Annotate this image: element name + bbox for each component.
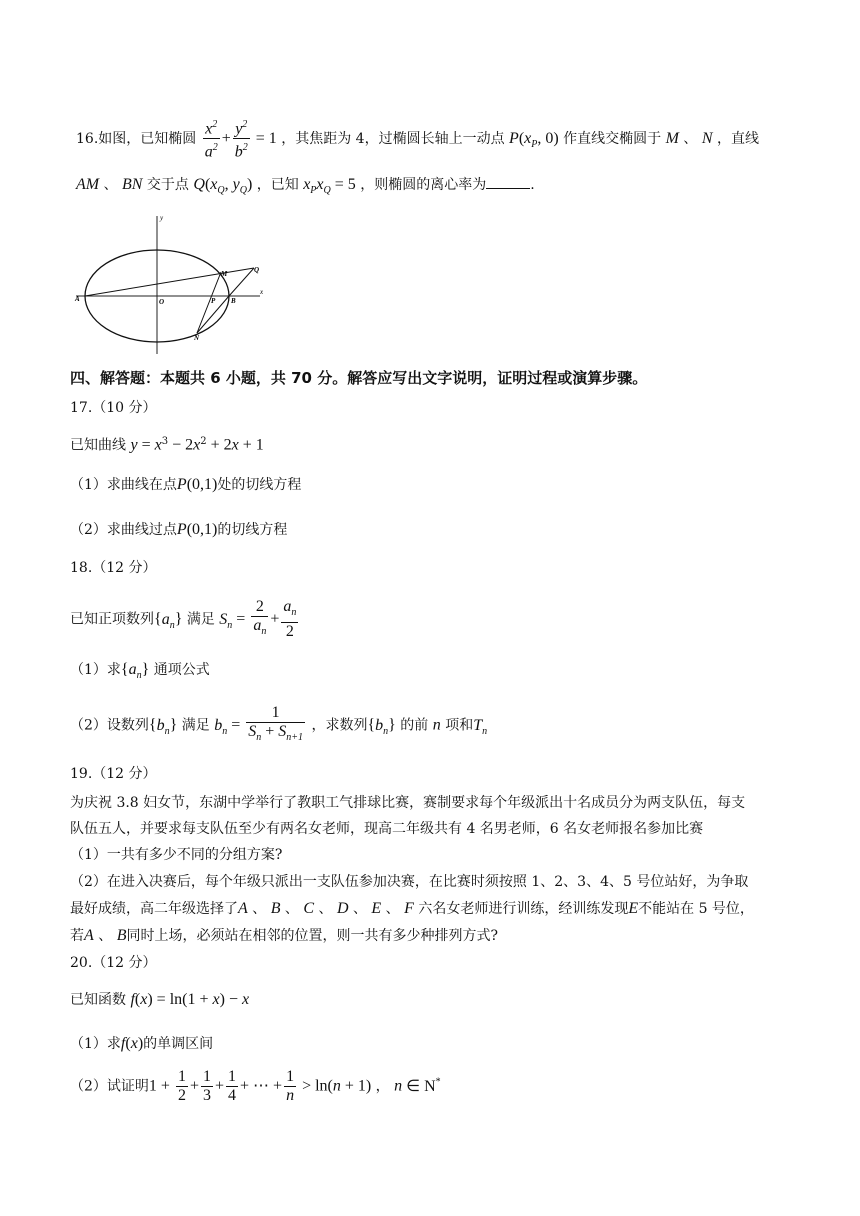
q20-p1-text: （1）求 xyxy=(70,1036,121,1052)
line-MN xyxy=(197,272,221,333)
q20-part2: （2）试证明1 + $\frac{1}{2}$ + $\frac{1}{3}$ + $\frac{1}{4}$ + ⋯ + $\frac{1}{n}$ > ln(n + 1) ， n ∈ N* xyxy=(70,1068,441,1104)
q18-p2-tail: 项和 xyxy=(445,717,474,734)
label-x: x xyxy=(260,288,264,296)
q17-p2-text: （2）求曲线过点 xyxy=(70,522,177,538)
q20-part1: （1）求f(x)的单调区间 xyxy=(70,1035,214,1052)
q19-p2-text-d: 若 xyxy=(70,928,84,944)
q20-p1-tail: 的单调区间 xyxy=(143,1036,214,1052)
q19-part2-line2: 最好成绩，高二年级选择了A 、 B 、 C 、 D 、 E 、 F 六名女老师进行训练，经训练发现E不能站在 5 号位， xyxy=(70,900,754,917)
ellipse-x-term: $\frac{x^2}{a^2}$ xyxy=(203,116,220,162)
q16-line2: AM 、 BN 交于点 $Q(x_Q$, $y_Q$) ，已知 $x_Px_Q = 5$ ，则椭圆的离心率为 . xyxy=(76,176,535,197)
label-M: M xyxy=(221,270,228,278)
label-O: O xyxy=(159,298,165,306)
q20-stem-text: 已知函数 xyxy=(70,992,126,1008)
frac-an-over-2: $\frac{a_n}{2}$ xyxy=(283,598,297,641)
q16-text-3: 作直线交椭圆于 xyxy=(563,130,662,147)
q16-text-6: 、 xyxy=(103,177,118,193)
frac-2-over-an: $\frac{2}{a_n}$ xyxy=(253,598,267,638)
label-P: P xyxy=(211,297,216,305)
label-A: A xyxy=(75,295,80,303)
point-p-expr: P xyxy=(509,129,519,147)
label-y: y xyxy=(160,214,164,222)
label-B: B xyxy=(231,297,236,305)
q19-part1: （1）一共有多少不同的分组方案? xyxy=(70,847,283,863)
q19-p2-text-a: 最好成绩，高二年级选择了 xyxy=(70,901,238,917)
q19-p2-text-c: 不能站在 5 号位， xyxy=(638,901,754,917)
ellipse-y-term: $\frac{y^2}{b^2}$ xyxy=(233,116,250,162)
frac-1-n: $\frac{1}{n}$ xyxy=(286,1068,295,1104)
ellipse-figure xyxy=(70,212,280,357)
q18-head: 18.（12 分） xyxy=(70,560,157,576)
q16-text-7: 交于点 xyxy=(146,177,189,193)
q18-p1-text: （1）求 xyxy=(70,662,121,678)
frac-bn: $\frac{1}{S_n + S_{n+1}}$ xyxy=(248,704,304,744)
q19-p2-text-b: 六名女老师进行训练，经训练发现 xyxy=(418,901,629,917)
frac-1-3: $\frac{1}{3}$ xyxy=(202,1068,211,1104)
q17-part2: （2）求曲线过点P(0,1)的切线方程 xyxy=(70,521,288,538)
q16-text-8: ，已知 xyxy=(256,177,299,193)
q20-stem: 已知函数 f(x) = ln(1 + x) − x xyxy=(70,991,250,1008)
q16-line1: 16.如图，已知椭圆 $\frac{x^2}{a^2}$ + $\frac{y^2}{b^2}$ = 1 ，其焦距为 4，过椭圆长轴上一动点 $P(x_P$, 0) 作直线交椭圆于 M 、 N ，直线 xyxy=(76,116,759,162)
answer-blank xyxy=(486,174,530,189)
q17-head: 17.（10 分） xyxy=(70,400,157,416)
q16-text-9: ，则椭圆的离心率为 xyxy=(360,177,487,193)
frac-1-4: $\frac{1}{4}$ xyxy=(228,1068,237,1104)
q18-part1: （1）求$\{a_n\}$ 通项公式 xyxy=(70,661,210,682)
q18-stem: 已知正项数列$\{a_n\}$ 满足 $S_n$ = $\frac{2}{a_n}$ + $\frac{a_n}{2}$ xyxy=(70,598,297,641)
q18-p2-mid: 满足 xyxy=(181,717,210,734)
label-Q: Q xyxy=(254,266,260,274)
q17-p1-text: （1）求曲线在点 xyxy=(70,477,177,493)
q19-line2: 队伍五人，并要求每支队伍至少有两名女老师，现高二年级共有 4 名男老师，6 名女老师报名参加比赛 xyxy=(70,821,704,837)
q16-text-2: ，其焦距为 4，过椭圆长轴上一动点 xyxy=(281,130,505,147)
q19-head: 19.（12 分） xyxy=(70,766,157,782)
q17-part1: （1）求曲线在点P(0,1)处的切线方程 xyxy=(70,476,302,493)
q19-part2-line1: （2）在进入决赛后，每个年级只派出一支队伍参加决赛，在比赛时须按照 1、2、3、4、5 号位站好，为争取 xyxy=(70,874,749,890)
q17-stem-text: 已知曲线 xyxy=(70,437,126,454)
q18-p1-tail: 通项公式 xyxy=(153,662,210,678)
q20-head: 20.（12 分） xyxy=(70,955,157,971)
frac-1-2: $\frac{1}{2}$ xyxy=(177,1068,186,1104)
q16-text-10: . xyxy=(530,177,535,193)
q18-p2-text: （2）设数列 xyxy=(70,717,149,734)
q16-text-1: 16.如图，已知椭圆 xyxy=(76,130,197,147)
line-BQ xyxy=(229,268,254,296)
q18-stem-text: 已知正项数列 xyxy=(70,611,154,628)
q18-p2-mid3: 的前 xyxy=(400,717,429,734)
q16-text-5: ，直线 xyxy=(716,130,759,147)
label-N: N xyxy=(194,334,200,342)
q18-stem-mid: 满足 xyxy=(186,611,215,628)
q20-p2-text: （2）试证明 xyxy=(70,1078,149,1095)
q18-part2: （2）设数列$\{b_n\}$ 满足 $b_n$ = $\frac{1}{S_n + S_{n+1}}$ ，求数列$\{b_n\}$ 的前 n 项和$T_n$ xyxy=(70,704,487,747)
q19-line1: 为庆祝 3.8 妇女节，东湖中学举行了教职工气排球比赛，赛制要求每个年级派出十名成员分为两支队伍，每支 xyxy=(70,795,746,811)
q16-text-4: 、 xyxy=(683,130,698,147)
q17-p2-tail: 的切线方程 xyxy=(217,522,288,538)
q17-p1-tail: 处的切线方程 xyxy=(217,477,302,493)
q18-p2-mid2: ，求数列 xyxy=(311,717,368,734)
q17-stem: 已知曲线 $y = x^3 - 2x^2 + 2x + 1$ xyxy=(70,436,264,454)
q19-p2-text-e: 同时上场，必须站在相邻的位置，则一共有多少种排列方式? xyxy=(126,928,498,944)
section-heading: 四、解答题：本题共 6 小题，共 70 分。解答应写出文字说明，证明过程或演算步骤。 xyxy=(70,369,648,387)
q19-part2-line3: 若A 、 B同时上场，必须站在相邻的位置，则一共有多少种排列方式? xyxy=(70,927,498,944)
